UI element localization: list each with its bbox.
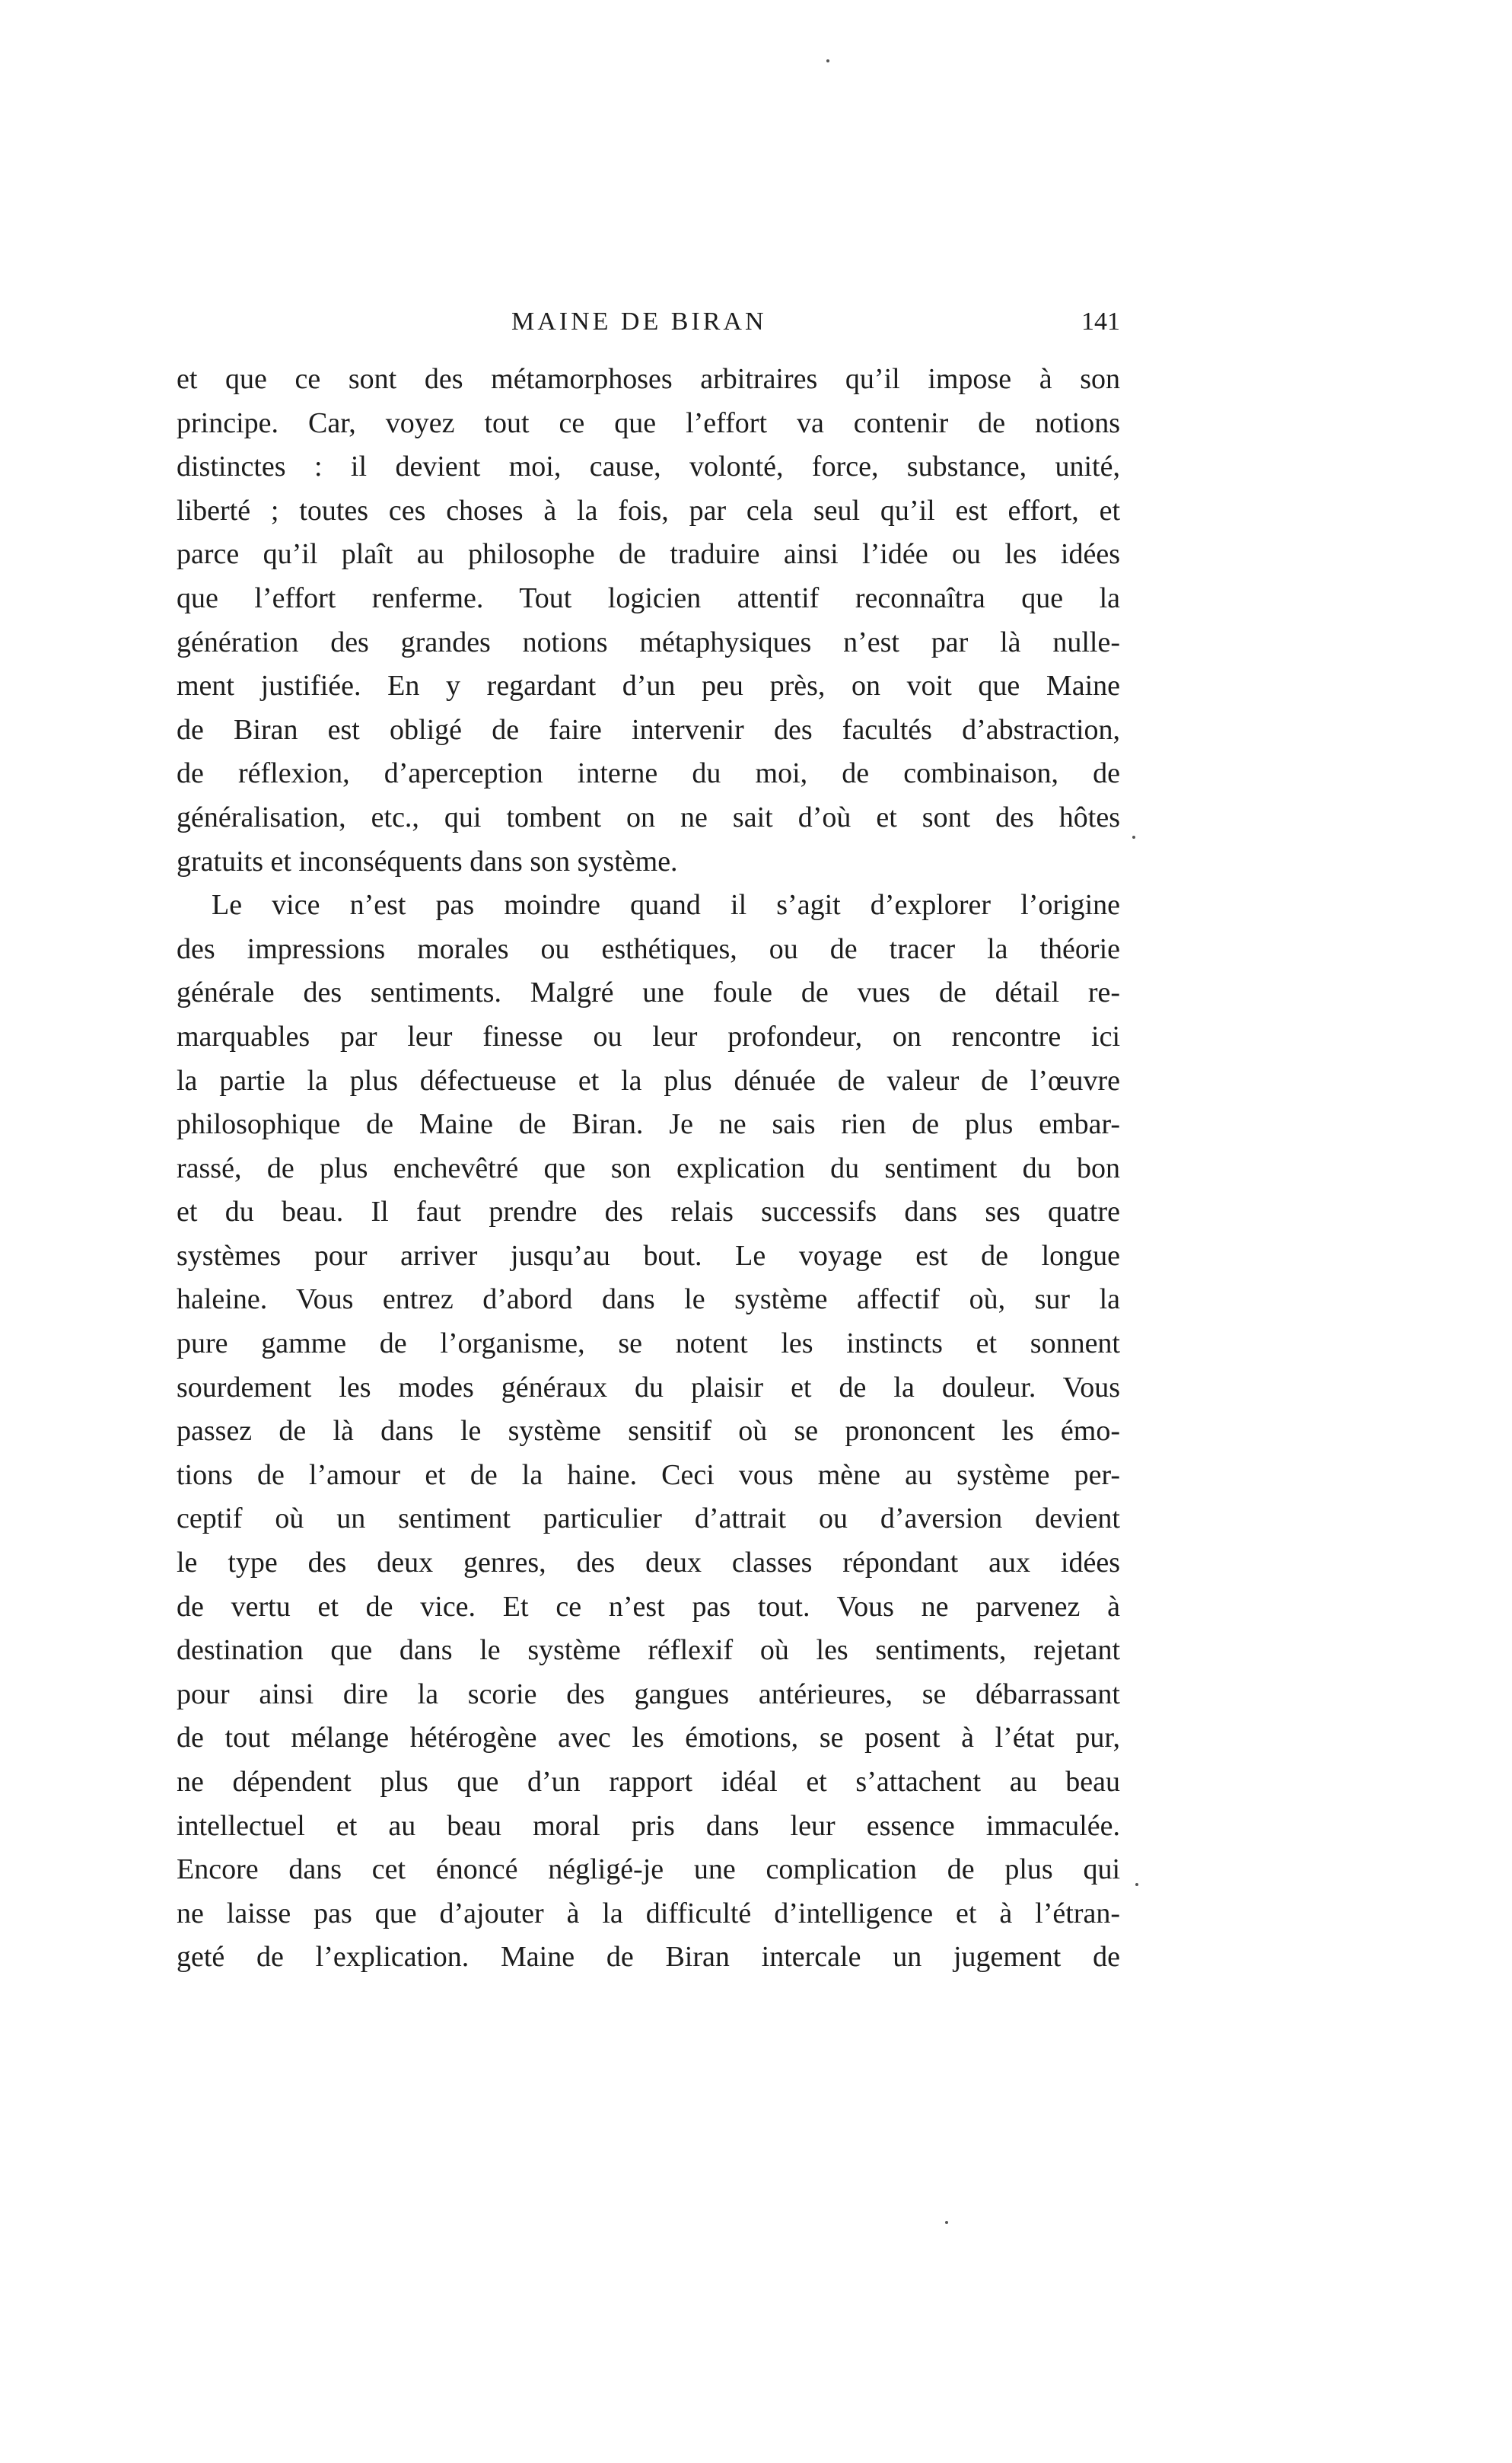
text-line: pure gamme de l’organisme, se notent les instincts et sonnent — [177, 1327, 1120, 1360]
text-line: ne dépendent plus que d’un rapport idéal et s’attachent au beau — [177, 1766, 1120, 1798]
text-line: et du beau. Il faut prendre des relais successifs dans ses quatre — [177, 1196, 1120, 1228]
text-line: liberté ; toutes ces choses à la fois, par cela seul qu’il est effort, et — [177, 494, 1120, 527]
text-line: destination que dans le système réflexif où les sentiments, rejetant — [177, 1634, 1120, 1667]
paragraph-last-line: gratuits et inconséquents dans son système. — [177, 845, 678, 878]
page-number: 141 — [1081, 307, 1120, 336]
text-line: Encore dans cet énoncé négligé-je une complication de plus qui — [177, 1853, 1120, 1886]
text-line: intellectuel et au beau moral pris dans leur essence immaculée. — [177, 1809, 1120, 1842]
text-line: passez de là dans le système sensitif où se prononcent les émo- — [177, 1415, 1120, 1448]
text-line: distinctes : il devient moi, cause, volonté, force, substance, unité, — [177, 451, 1120, 483]
text-line: philosophique de Maine de Biran. Je ne sais rien de plus embar- — [177, 1108, 1120, 1141]
text-line: des impressions morales ou esthétiques, ou de tracer la théorie — [177, 932, 1120, 965]
running-head — [177, 307, 1120, 347]
text-line: la partie la plus défectueuse et la plus dénuée de valeur de l’œuvre — [177, 1064, 1120, 1097]
body-text — [177, 358, 1120, 1980]
text-line: génération des grandes notions métaphysiques n’est par là nulle- — [177, 626, 1120, 658]
text-line: sourdement les modes généraux du plaisir et de la douleur. Vous — [177, 1371, 1120, 1404]
text-line: ne laisse pas que d’ajouter à la difficulté d’intelligence et à l’étran- — [177, 1897, 1120, 1929]
text-line: haleine. Vous entrez d’abord dans le système affectif où, sur la — [177, 1283, 1120, 1316]
text-line: de vertu et de vice. Et ce n’est pas tout. Vous ne parvenez à — [177, 1590, 1120, 1623]
text-line: de Biran est obligé de faire intervenir des facultés d’abstraction, — [177, 713, 1120, 746]
text-line: et que ce sont des métamorphoses arbitraires qu’il impose à son — [177, 363, 1120, 395]
text-line: de tout mélange hétérogène avec les émotions, se posent à l’état pur, — [177, 1722, 1120, 1754]
scan-speck — [826, 59, 829, 62]
text-line: parce qu’il plaît au philosophe de traduire ainsi l’idée ou les idées — [177, 538, 1120, 571]
text-line: pour ainsi dire la scorie des gangues antérieures, se débarrassant — [177, 1678, 1120, 1710]
text-line: généralisation, etc., qui tombent on ne sait d’où et sont des hôtes — [177, 801, 1120, 833]
text-line: systèmes pour arriver jusqu’au bout. Le voyage est de longue — [177, 1239, 1120, 1272]
text-line: tions de l’amour et de la haine. Ceci vous mène au système per- — [177, 1458, 1120, 1491]
paragraph-first-line: Le vice n’est pas moindre quand il s’agit d’explorer l’origine — [212, 889, 1120, 922]
text-line: ceptif où un sentiment particulier d’attrait ou d’aversion devient — [177, 1502, 1120, 1535]
scan-speck — [1132, 836, 1135, 839]
text-line: geté de l’explication. Maine de Biran intercale un jugement de — [177, 1941, 1120, 1974]
text-line: ment justifiée. En y regardant d’un peu près, on voit que Maine — [177, 670, 1120, 703]
text-line: que l’effort renferme. Tout logicien attentif reconnaîtra que la — [177, 581, 1120, 614]
text-line: générale des sentiments. Malgré une foule de vues de détail re- — [177, 977, 1120, 1009]
scan-speck — [945, 2221, 948, 2224]
text-line: principe. Car, voyez tout ce que l’effort va contenir de notions — [177, 406, 1120, 439]
text-line: marquables par leur finesse ou leur profondeur, on rencontre ici — [177, 1020, 1120, 1053]
text-line: de réflexion, d’aperception interne du moi, de combinaison, de — [177, 757, 1120, 790]
text-line: le type des deux genres, des deux classes répondant aux idées — [177, 1547, 1120, 1579]
running-title: MAINE DE BIRAN — [511, 307, 767, 336]
text-line: rassé, de plus enchevêtré que son explication du sentiment du bon — [177, 1152, 1120, 1184]
scan-speck — [1135, 1883, 1138, 1886]
